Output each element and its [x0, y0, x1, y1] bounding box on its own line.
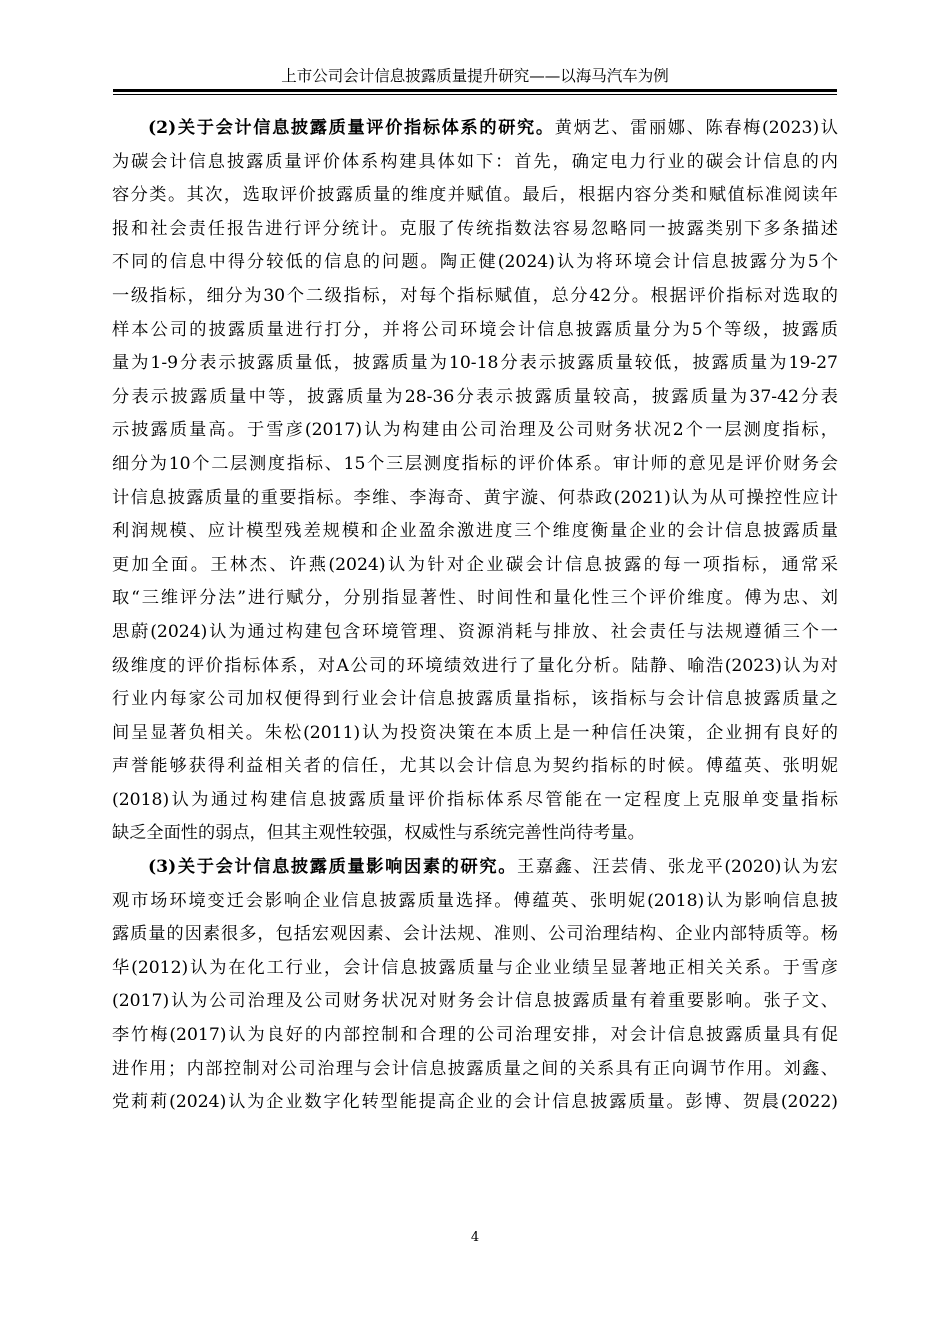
paragraph-line: 细分为10个二层测度指标、15个三层测度指标的评价体系。审计师的意见是评价财务会 [112, 453, 838, 474]
paragraph-line: 不同的信息中得分较低的信息的问题。陶正健(2024)认为将环境会计信息披露分为5个 [112, 252, 838, 273]
paragraph-line: 行业内每家公司加权便得到行业会计信息披露质量指标，该指标与会计信息披露质量之 [112, 689, 838, 710]
paragraph-line: 进作用；内部控制对公司治理与会计信息披露质量之间的关系具有正向调节作用。刘鑫、 [112, 1058, 838, 1079]
paragraph-line: 间呈显著负相关。朱松(2011)认为投资决策在本质上是一种信任决策，企业拥有良好的 [112, 722, 838, 743]
paragraph-line: 报和社会责任报告进行评分统计。克服了传统指数法容易忽略同一披露类别下多条描述 [112, 218, 838, 239]
paragraph-line: (2018)认为通过构建信息披露质量评价指标体系尽管能在一定程度上克服单变量指标 [112, 789, 838, 810]
section-heading: (2)关于会计信息披露质量评价指标体系的研究。 [148, 118, 555, 138]
paragraph-line: 声誉能够获得利益相关者的信任，尤其以会计信息为契约指标的时候。傅蕴英、张明妮 [112, 756, 838, 777]
paragraph-line: 党莉莉(2024)认为企业数字化转型能提高企业的会计信息披露质量。彭博、贺晨(2022) [112, 1092, 838, 1113]
header-rule [113, 89, 837, 92]
paragraph-line: 利润规模、应计模型残差规模和企业盈余激进度三个维度衡量企业的会计信息披露质量 [112, 521, 838, 542]
body-text [112, 112, 838, 1120]
text-run: 王嘉鑫、汪芸倩、张龙平(2020)认为宏 [517, 857, 838, 878]
paragraph-line: 取“三维评分法”进行赋分，分别指显著性、时间性和量化性三个评价维度。傅为忠、刘 [112, 588, 838, 609]
paragraph-line: (2017)认为公司治理及公司财务状况对财务会计信息披露质量有着重要影响。张子文、 [112, 991, 838, 1012]
header-rule-thin [113, 94, 837, 95]
paragraph-line: 华(2012)认为在化工行业，会计信息披露质量与企业业绩呈显著地正相关关系。于雪彦 [112, 957, 838, 978]
paragraph-line: 思蔚(2024)认为通过构建包含环境管理、资源消耗与排放、社会责任与法规遵循三个一 [112, 621, 838, 642]
paragraph-line: 一级指标，细分为30个二级指标，对每个指标赋值，总分42分。根据评价指标对选取的 [112, 285, 838, 306]
paragraph-line [112, 851, 838, 885]
paragraph-line: 露质量的因素很多，包括宏观因素、会计法规、准则、公司治理结构、企业内部特质等。杨 [112, 924, 838, 945]
paragraph-line: 李竹梅(2017)认为良好的内部控制和合理的公司治理安排，对会计信息披露质量具有促 [112, 1025, 838, 1046]
paragraph-line [112, 112, 838, 146]
paragraph-line: 样本公司的披露质量进行打分，并将公司环境会计信息披露质量分为5个等级，披露质 [112, 319, 838, 340]
paragraph-line: 量为1-9分表示披露质量低，披露质量为10-18分表示披露质量较低，披露质量为19-27 [112, 353, 838, 374]
page-number: 4 [470, 1230, 480, 1245]
paragraph-line: 容分类。其次，选取评价披露质量的维度并赋值。最后，根据内容分类和赋值标准阅读年 [112, 185, 838, 206]
paragraph-line: 级维度的评价指标体系，对A公司的环境绩效进行了量化分析。陆静、喻浩(2023)认为对 [112, 655, 838, 676]
paragraph-line: 缺乏全面性的弱点，但其主观性较强，权威性与系统完善性尚待考量。 [112, 823, 645, 844]
paragraph-line: 示披露质量高。于雪彦(2017)认为构建由公司治理及公司财务状况2个一层测度指标， [112, 420, 838, 441]
paragraph-line: 计信息披露质量的重要指标。李维、李海奇、黄宇漩、何恭政(2021)认为从可操控性应计 [112, 487, 838, 508]
paragraph-line: 为碳会计信息披露质量评价体系构建具体如下：首先，确定电力行业的碳会计信息的内 [112, 151, 838, 172]
text-run: 黄炳艺、雷丽娜、陈春梅(2023)认 [554, 118, 838, 138]
section-heading: (3)关于会计信息披露质量影响因素的研究。 [148, 857, 518, 878]
paragraph-line: 更加全面。王林杰、许燕(2024)认为针对企业碳会计信息披露的每一项指标，通常采 [112, 554, 838, 575]
paragraph-line: 观市场环境变迁会影响企业信息披露质量选择。傅蕴英、张明妮(2018)认为影响信息披 [112, 890, 838, 911]
running-header: 上市公司会计信息披露质量提升研究——以海马汽车为例 [281, 67, 669, 85]
paragraph-line: 分表示披露质量中等，披露质量为28-36分表示披露质量较高，披露质量为37-42分表 [112, 386, 838, 407]
